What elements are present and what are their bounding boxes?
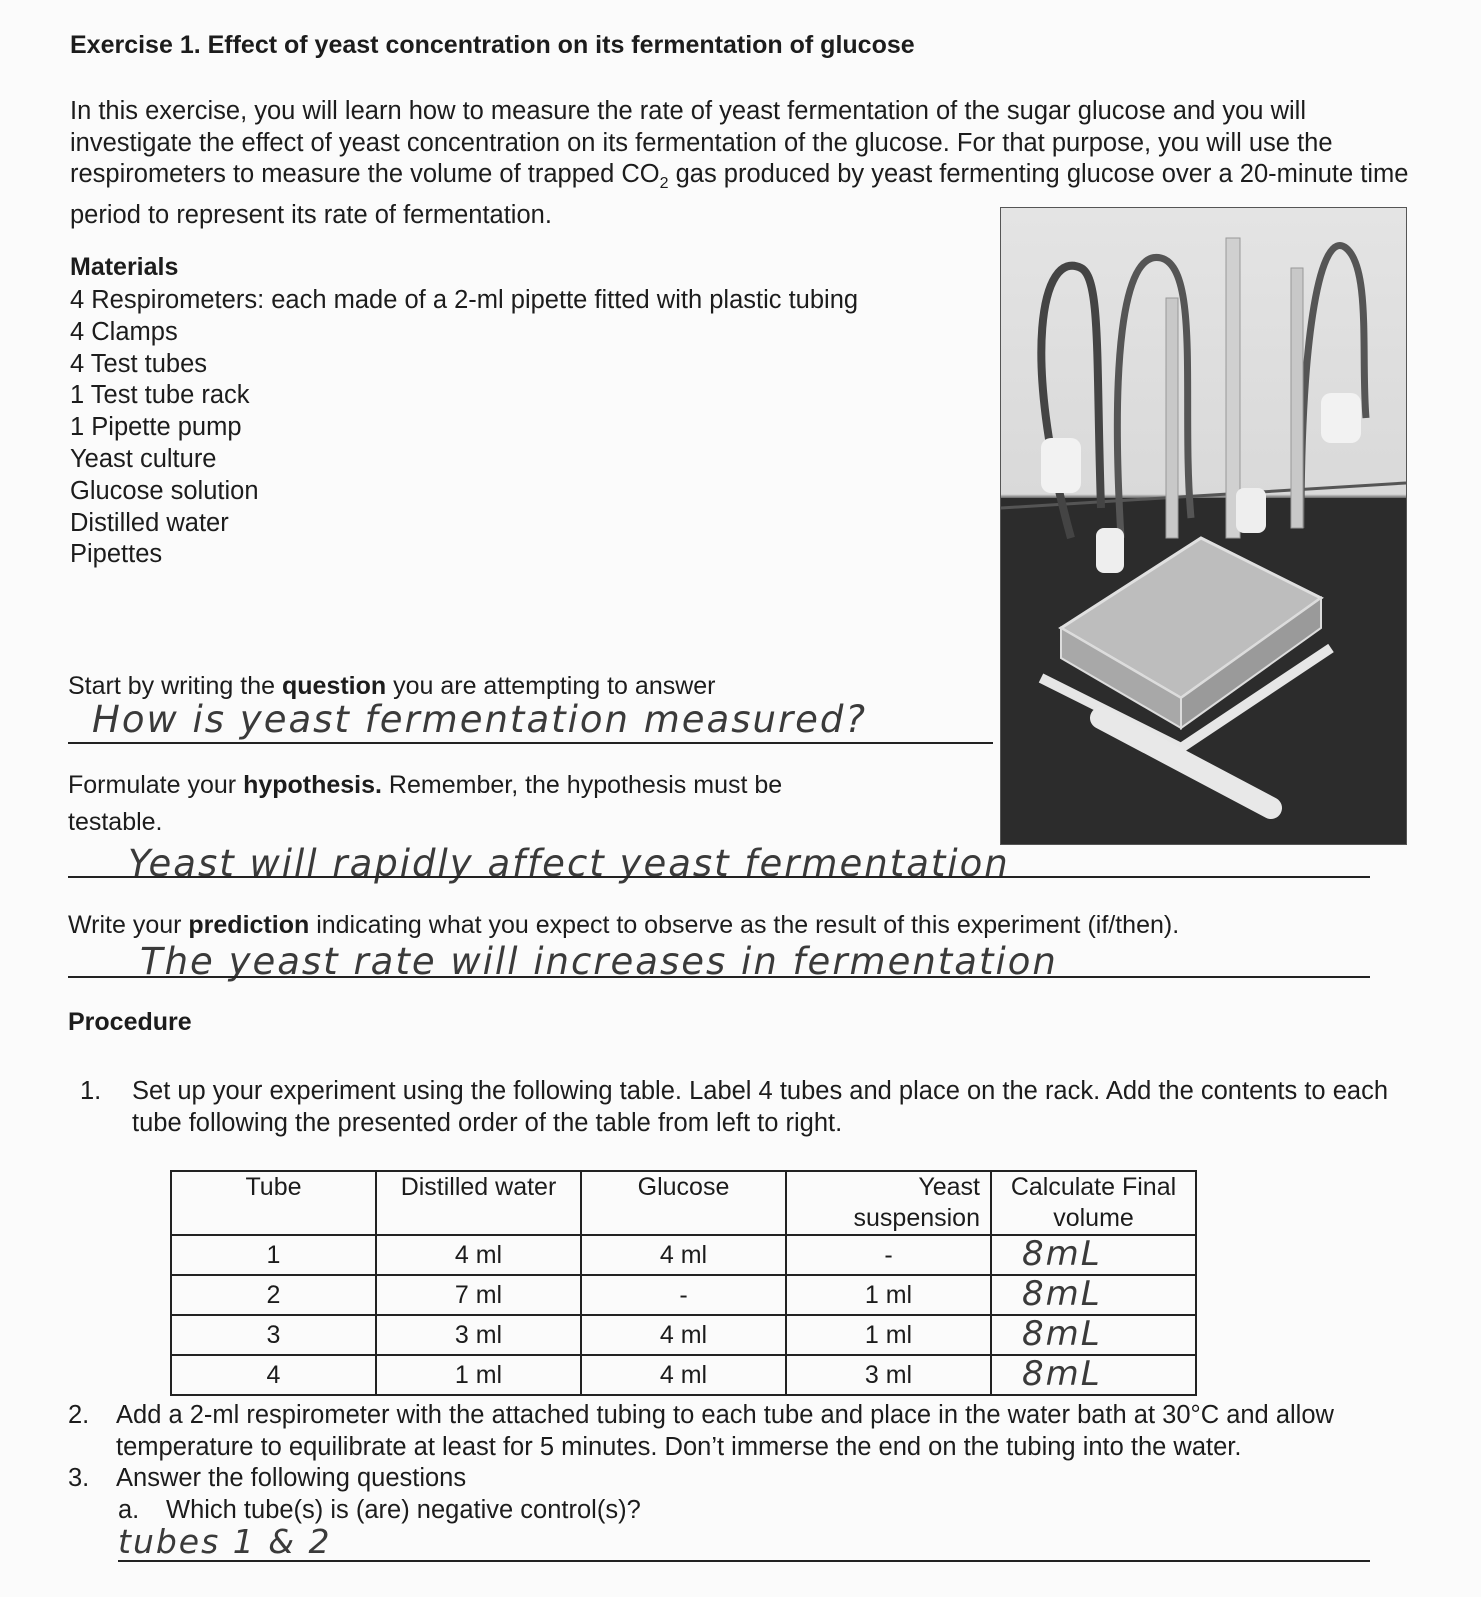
intro-subscript: 2 — [659, 175, 669, 193]
cell-glucose: 4 ml — [581, 1315, 786, 1355]
header-tube: Tube — [171, 1171, 376, 1235]
step-2-text: Add a 2-ml respirometer with the attached tubing to each tube and place in the water bath at 30°C and allow temperature to equilibrate at least for 5 minutes. Don’t immerse the end on the tubing into the water. — [116, 1401, 1334, 1461]
prediction-prompt — [68, 911, 1179, 940]
material-item: Glucose solution — [70, 476, 259, 505]
hypothesis-prompt-line2: testable. — [68, 808, 163, 836]
header-yeast-suspension: Yeast suspension — [786, 1171, 991, 1235]
material-item: 4 Respirometers: each made of a 2-ml pipette fitted with plastic tubing — [70, 286, 859, 314]
prediction-answer-line — [68, 976, 1370, 978]
procedure-step-3a — [118, 1496, 641, 1525]
step-3-number: 3. — [68, 1464, 90, 1492]
question-answer-line — [68, 742, 993, 744]
hypothesis-answer[interactable]: Yeast will rapidly affect yeast fermentation — [128, 842, 1010, 885]
step-1-number: 1. — [80, 1077, 102, 1105]
header-distilled-water: Distilled water — [376, 1171, 581, 1235]
table-header-row — [171, 1171, 1196, 1235]
table-row — [171, 1235, 1196, 1275]
respirometer-apparatus-illustration — [1001, 208, 1406, 844]
prediction-answer[interactable]: The yeast rate will increases in fermentation — [140, 940, 1058, 983]
material-item: Yeast culture — [70, 444, 217, 473]
materials-list — [70, 285, 858, 571]
material-item: 4 Clamps — [70, 317, 178, 346]
table-row — [171, 1315, 1196, 1355]
cell-glucose: 4 ml — [581, 1355, 786, 1395]
question-suffix: you are attempting to answer — [386, 672, 716, 700]
hypothesis-suffix: Remember, the hypothesis must be — [381, 771, 783, 799]
procedure-step-2 — [68, 1400, 1448, 1463]
cell-glucose: 4 ml — [581, 1235, 786, 1275]
table-row — [171, 1355, 1196, 1395]
intro-text-after: gas produced by yeast fermenting glucose over a 20-minute time period to represent its rate of fermentation. — [70, 160, 1409, 229]
cell-water: 1 ml — [376, 1355, 581, 1395]
prediction-prefix: Write your — [68, 911, 189, 939]
cell-water: 4 ml — [376, 1235, 581, 1275]
prediction-keyword: prediction — [188, 911, 310, 939]
cell-final-volume[interactable] — [991, 1275, 1196, 1315]
cell-glucose: - — [581, 1275, 786, 1315]
cell-tube: 1 — [171, 1235, 376, 1275]
step-3a-text: Which tube(s) is (are) negative control(s)? — [166, 1496, 641, 1524]
step-1-text: Set up your experiment using the following table. Label 4 tubes and place on the rack. Add the contents to each tube following the presented order of the table from left to right. — [132, 1077, 1388, 1137]
hypothesis-answer-line — [68, 876, 1370, 878]
final-volume-answer: 8mL — [1022, 1354, 1102, 1394]
materials-heading: Materials — [70, 253, 179, 281]
step-2-number: 2. — [68, 1401, 90, 1429]
question-prefix: Start by writing the — [68, 672, 282, 700]
table-row — [171, 1275, 1196, 1315]
step-3-text: Answer the following questions — [116, 1464, 467, 1492]
hypothesis-keyword: hypothesis. — [243, 771, 382, 799]
cell-final-volume[interactable] — [991, 1355, 1196, 1395]
step-3a-letter: a. — [118, 1496, 140, 1524]
header-glucose: Glucose — [581, 1171, 786, 1235]
cell-final-volume[interactable] — [991, 1315, 1196, 1355]
question-keyword: question — [281, 672, 387, 700]
final-volume-answer: 8mL — [1022, 1274, 1102, 1314]
material-item: 1 Test tube rack — [70, 381, 250, 410]
question-answer[interactable]: How is yeast fermentation measured? — [92, 698, 868, 741]
final-volume-answer: 8mL — [1022, 1314, 1102, 1354]
material-item: Distilled water — [70, 508, 229, 537]
cell-yeast: 3 ml — [786, 1355, 991, 1395]
cell-tube: 4 — [171, 1355, 376, 1395]
cell-yeast: - — [786, 1235, 991, 1275]
final-volume-answer: 8mL — [1022, 1234, 1102, 1274]
intro-text-before: In this exercise, you will learn how to measure the rate of yeast fermentation of the sugar glucose and you will investigate the effect of yeast concentration on its fermentation of the glucose. For that purpose, you will use the respirometers to measure the volume of trapped CO — [70, 97, 1333, 188]
cell-final-volume[interactable] — [991, 1235, 1196, 1275]
material-item: Pipettes — [70, 540, 163, 569]
question-prompt — [68, 672, 716, 701]
hypothesis-prefix: Formulate your — [68, 771, 244, 799]
header-final-volume: Calculate Final volume — [991, 1171, 1196, 1235]
procedure-heading: Procedure — [68, 1008, 192, 1036]
material-item: 4 Test tubes — [70, 349, 208, 378]
procedure-step-3 — [68, 1464, 466, 1493]
prediction-suffix: indicating what you expect to observe as the result of this experiment (if/then). — [309, 911, 1180, 939]
respirometer-photo — [1000, 207, 1407, 845]
cell-water: 3 ml — [376, 1315, 581, 1355]
cell-yeast: 1 ml — [786, 1315, 991, 1355]
setup-table — [170, 1170, 1197, 1396]
cell-tube: 3 — [171, 1315, 376, 1355]
negative-control-answer[interactable]: tubes 1 & 2 — [118, 1522, 332, 1561]
cell-yeast: 1 ml — [786, 1275, 991, 1315]
cell-tube: 2 — [171, 1275, 376, 1315]
exercise-title: Exercise 1. Effect of yeast concentration on its fermentation of glucose — [70, 31, 915, 59]
negative-control-answer-line — [118, 1560, 1370, 1562]
hypothesis-prompt — [68, 771, 782, 800]
procedure-step-1 — [80, 1076, 1450, 1139]
material-item: 1 Pipette pump — [70, 413, 242, 442]
cell-water: 7 ml — [376, 1275, 581, 1315]
